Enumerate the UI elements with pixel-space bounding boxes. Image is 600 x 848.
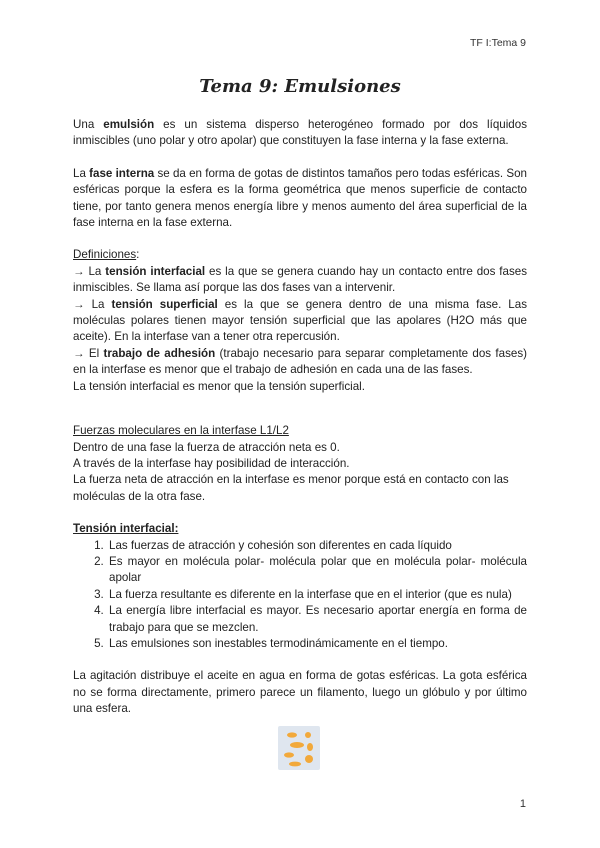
droplet-filament bbox=[290, 742, 304, 748]
tension-list bbox=[73, 538, 527, 653]
page-number: 1 bbox=[519, 798, 526, 810]
page-title: Tema 9: Emulsiones bbox=[199, 76, 401, 97]
forces-line-3: La fuerza neta de atracción en la interfase es menor porque está en contacto con las moléculas de la otra fase. bbox=[73, 473, 509, 503]
text-span: → El bbox=[73, 346, 104, 360]
forces-line-2: A través de la interfase hay posibilidad de interacción. bbox=[73, 456, 350, 470]
tension-heading: Tensión interfacial: bbox=[73, 522, 179, 536]
term-emulsion: emulsión bbox=[103, 118, 155, 131]
droplet-globule bbox=[307, 743, 313, 751]
definitions-colon: : bbox=[136, 248, 140, 262]
tension-heading-line bbox=[73, 521, 527, 537]
term-interfacial-tension: tensión interfacial bbox=[105, 264, 206, 278]
list-item: 1. Las fuerzas de atracción y cohesión son diferentes en cada líquido bbox=[107, 538, 527, 554]
forces-heading: Fuerzas moleculares en la interfase L1/L2 bbox=[73, 424, 289, 438]
emulsion-droplets-figure bbox=[278, 726, 320, 770]
definition-surface-tension bbox=[73, 297, 527, 346]
list-item: 5. Las emulsiones son inestables termodinámicamente en el tiempo. bbox=[107, 636, 527, 652]
paragraph-agitation: La agitación distribuye el aceite en agua en forma de gotas esféricas. La gota esférica no se forma directamente, primero parece un filamento, luego un glóbulo y por último una esfera. bbox=[73, 669, 527, 716]
definition-conclusion: La tensión interfacial es menor que la tensión superficial. bbox=[73, 379, 365, 393]
definition-interfacial-tension bbox=[73, 264, 527, 297]
forces-heading-line bbox=[73, 423, 527, 439]
list-item: 2. Es mayor en molécula polar- molécula polar que en molécula polar- molécula apolar bbox=[107, 554, 527, 587]
text-span: es la que se genera dentro de una misma fase. Las moléculas polares tienen mayor tensión superficial que las apolares (H2O más que aceite). En la interfase van a tener otra repercusión. bbox=[73, 297, 527, 344]
text-span: se da en forma de gotas de distintos tamaños pero todas esféricas. Son esféricas porque la esfera es la forma geométrica que menos superficie de contacto tiene, por tanto genera menos energía libre y menos aumento del área superficial de la fase interna en la fase externa. bbox=[73, 166, 527, 230]
definitions-heading-line bbox=[73, 247, 527, 263]
droplet-filament bbox=[289, 762, 301, 767]
text-span: es la que se genera cuando hay un contacto entre dos fases inmiscibles. Se llama así porque las dos fases van a intervenir. bbox=[73, 264, 527, 295]
text-span: Una bbox=[73, 118, 104, 131]
text-span: es un sistema disperso heterogéneo formado por dos líquidos inmiscibles (uno polar y otro apolar) que constituyen la fase interna y la fase externa. bbox=[73, 118, 527, 148]
paragraph-internal-phase bbox=[73, 166, 527, 232]
text-span: La bbox=[73, 166, 90, 180]
list-item: 3. La fuerza resultante es diferente en la interfase que en el interior (que es nula) bbox=[107, 587, 527, 603]
droplet bbox=[305, 732, 311, 738]
droplet-sphere bbox=[305, 755, 313, 763]
droplet-filament bbox=[287, 732, 297, 737]
term-surface-tension: tensión superficial bbox=[111, 297, 218, 311]
droplet-filament bbox=[284, 752, 294, 757]
list-item: 4. La energía libre interfacial es mayor. Es necesario aportar energía en forma de trabajo para que se mezclen. bbox=[107, 603, 527, 636]
paragraph-emulsion-definition bbox=[73, 117, 527, 150]
forces-line-1: Dentro de una fase la fuerza de atracción neta es 0. bbox=[73, 440, 340, 454]
text-span: (trabajo necesario para separar completamente dos fases) en la interfase es menor que el trabajo de adhesión en cada una de las fases. bbox=[73, 346, 527, 377]
droplets-drawing bbox=[278, 726, 320, 770]
document-body bbox=[73, 117, 527, 718]
text-span: → La bbox=[73, 297, 112, 311]
text-span: → La bbox=[73, 264, 106, 278]
term-adhesion-work: trabajo de adhesión bbox=[103, 346, 216, 360]
term-internal-phase: fase interna bbox=[89, 166, 155, 180]
definitions-heading: Definiciones bbox=[73, 248, 137, 262]
header-document-label: TF I:Tema 9 bbox=[469, 37, 526, 49]
definition-adhesion-work bbox=[73, 346, 527, 379]
